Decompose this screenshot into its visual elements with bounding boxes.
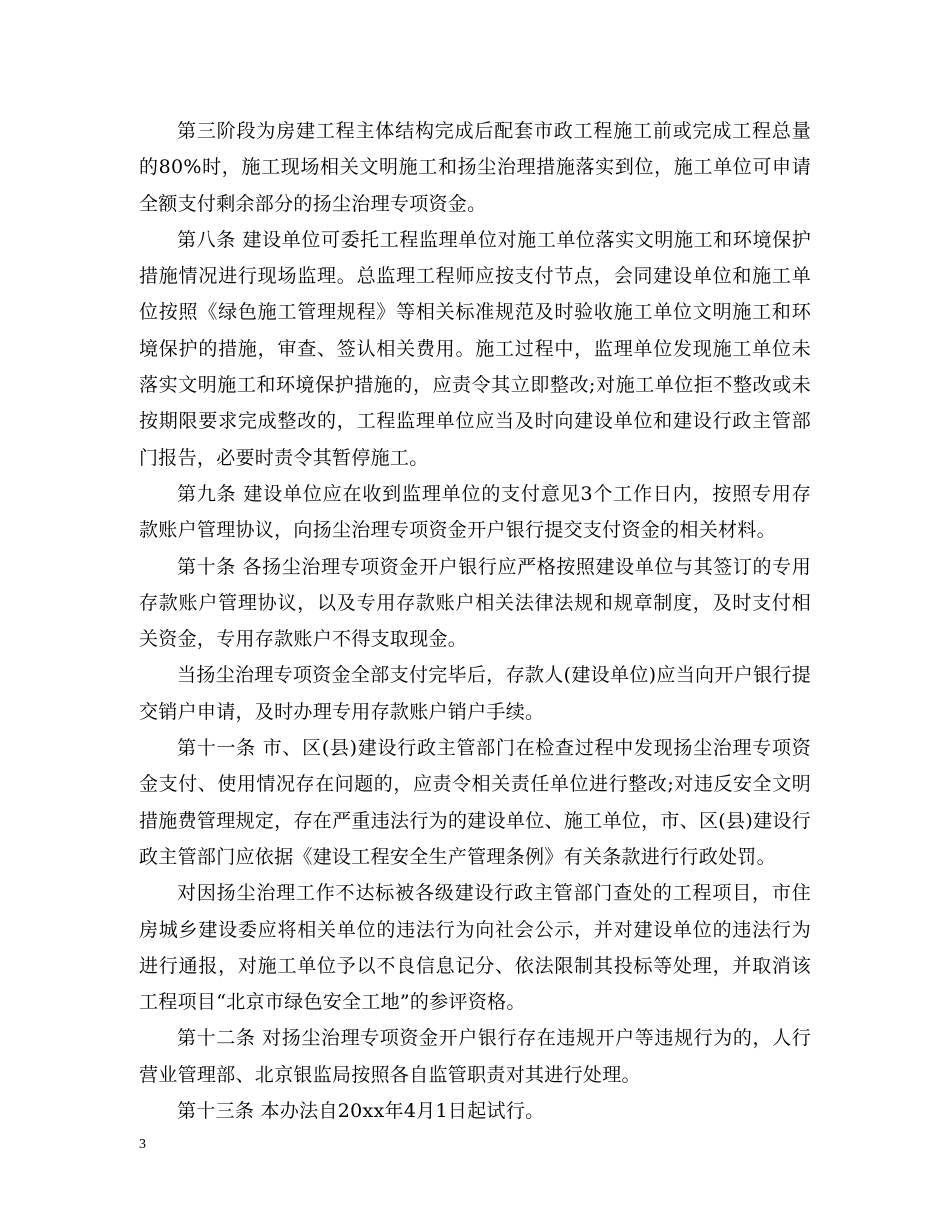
paragraph-public-notice: 对因扬尘治理工作不达标被各级建设行政主管部门查处的工程项目，市住房城乡建设委应将相关单位的违法行为向社会公示，并对建设单位的违法行为进行通报，对施工单位予以不良信息记分、依法限制其投标等处理，并取消该工程项目“北京市绿色安全工地”的参评资格。	[139, 882, 811, 1014]
paragraph-stage-three: 第三阶段为房建工程主体结构完成后配套市政工程施工前或完成工程总量的80%时，施工现场相关文明施工和扬尘治理措施落实到位，施工单位可申请全额支付剩余部分的扬尘治理专项资金。	[139, 120, 811, 215]
paragraph-article-10: 第十条 各扬尘治理专项资金开户银行应严格按照建设单位与其签订的专用存款账户管理协议，以及专用存款账户相关法律法规和规章制度，及时支付相关资金，专用存款账户不得支取现金。	[139, 555, 811, 651]
paragraph-article-12: 第十二条 对扬尘治理专项资金开户银行存在违规开户等违规行为的，人行营业管理部、北京银监局按照各自监管职责对其进行处理。	[139, 1027, 811, 1086]
document-body	[139, 113, 811, 1129]
paragraph-article-9: 第九条 建设单位应在收到监理单位的支付意见3个工作日内，按照专用存款账户管理协议，向扬尘治理专项资金开户银行提交支付资金的相关材料。	[139, 482, 811, 542]
paragraph-article-11: 第十一条 市、区(县)建设行政主管部门在检查过程中发现扬尘治理专项资金支付、使用情况存在问题的，应责令相关责任单位进行整改;对违反安全文明措施费管理规定，存在严重违法行为的建设单位、施工单位，市、区(县)建设行政主管部门应依据《建设工程安全生产管理条例》有关条款进行行政处罚。	[139, 737, 811, 868]
paragraph-account-closing: 当扬尘治理专项资金全部支付完毕后，存款人(建设单位)应当向开户银行提交销户申请，及时办理专用存款账户销户手续。	[139, 664, 811, 723]
paragraph-article-8: 第八条 建设单位可委托工程监理单位对施工单位落实文明施工和环境保护措施情况进行现场监理。总监理工程师应按支付节点，会同建设单位和施工单位按照《绿色施工管理规程》等相关标准规范及时验收施工单位文明施工和环境保护的措施，审查、签认相关费用。施工过程中，监理单位发现施工单位未落实文明施工和环境保护措施的，应责令其立即整改;对施工单位拒不整改或未按期限要求完成整改的，工程监理单位应当及时向建设单位和建设行政主管部门报告，必要时责令其暂停施工。	[139, 228, 811, 469]
page-number: 3	[139, 1137, 146, 1152]
paragraph-article-13: 第十三条 本办法自20xx年4月1日起试行。	[177, 1100, 545, 1123]
